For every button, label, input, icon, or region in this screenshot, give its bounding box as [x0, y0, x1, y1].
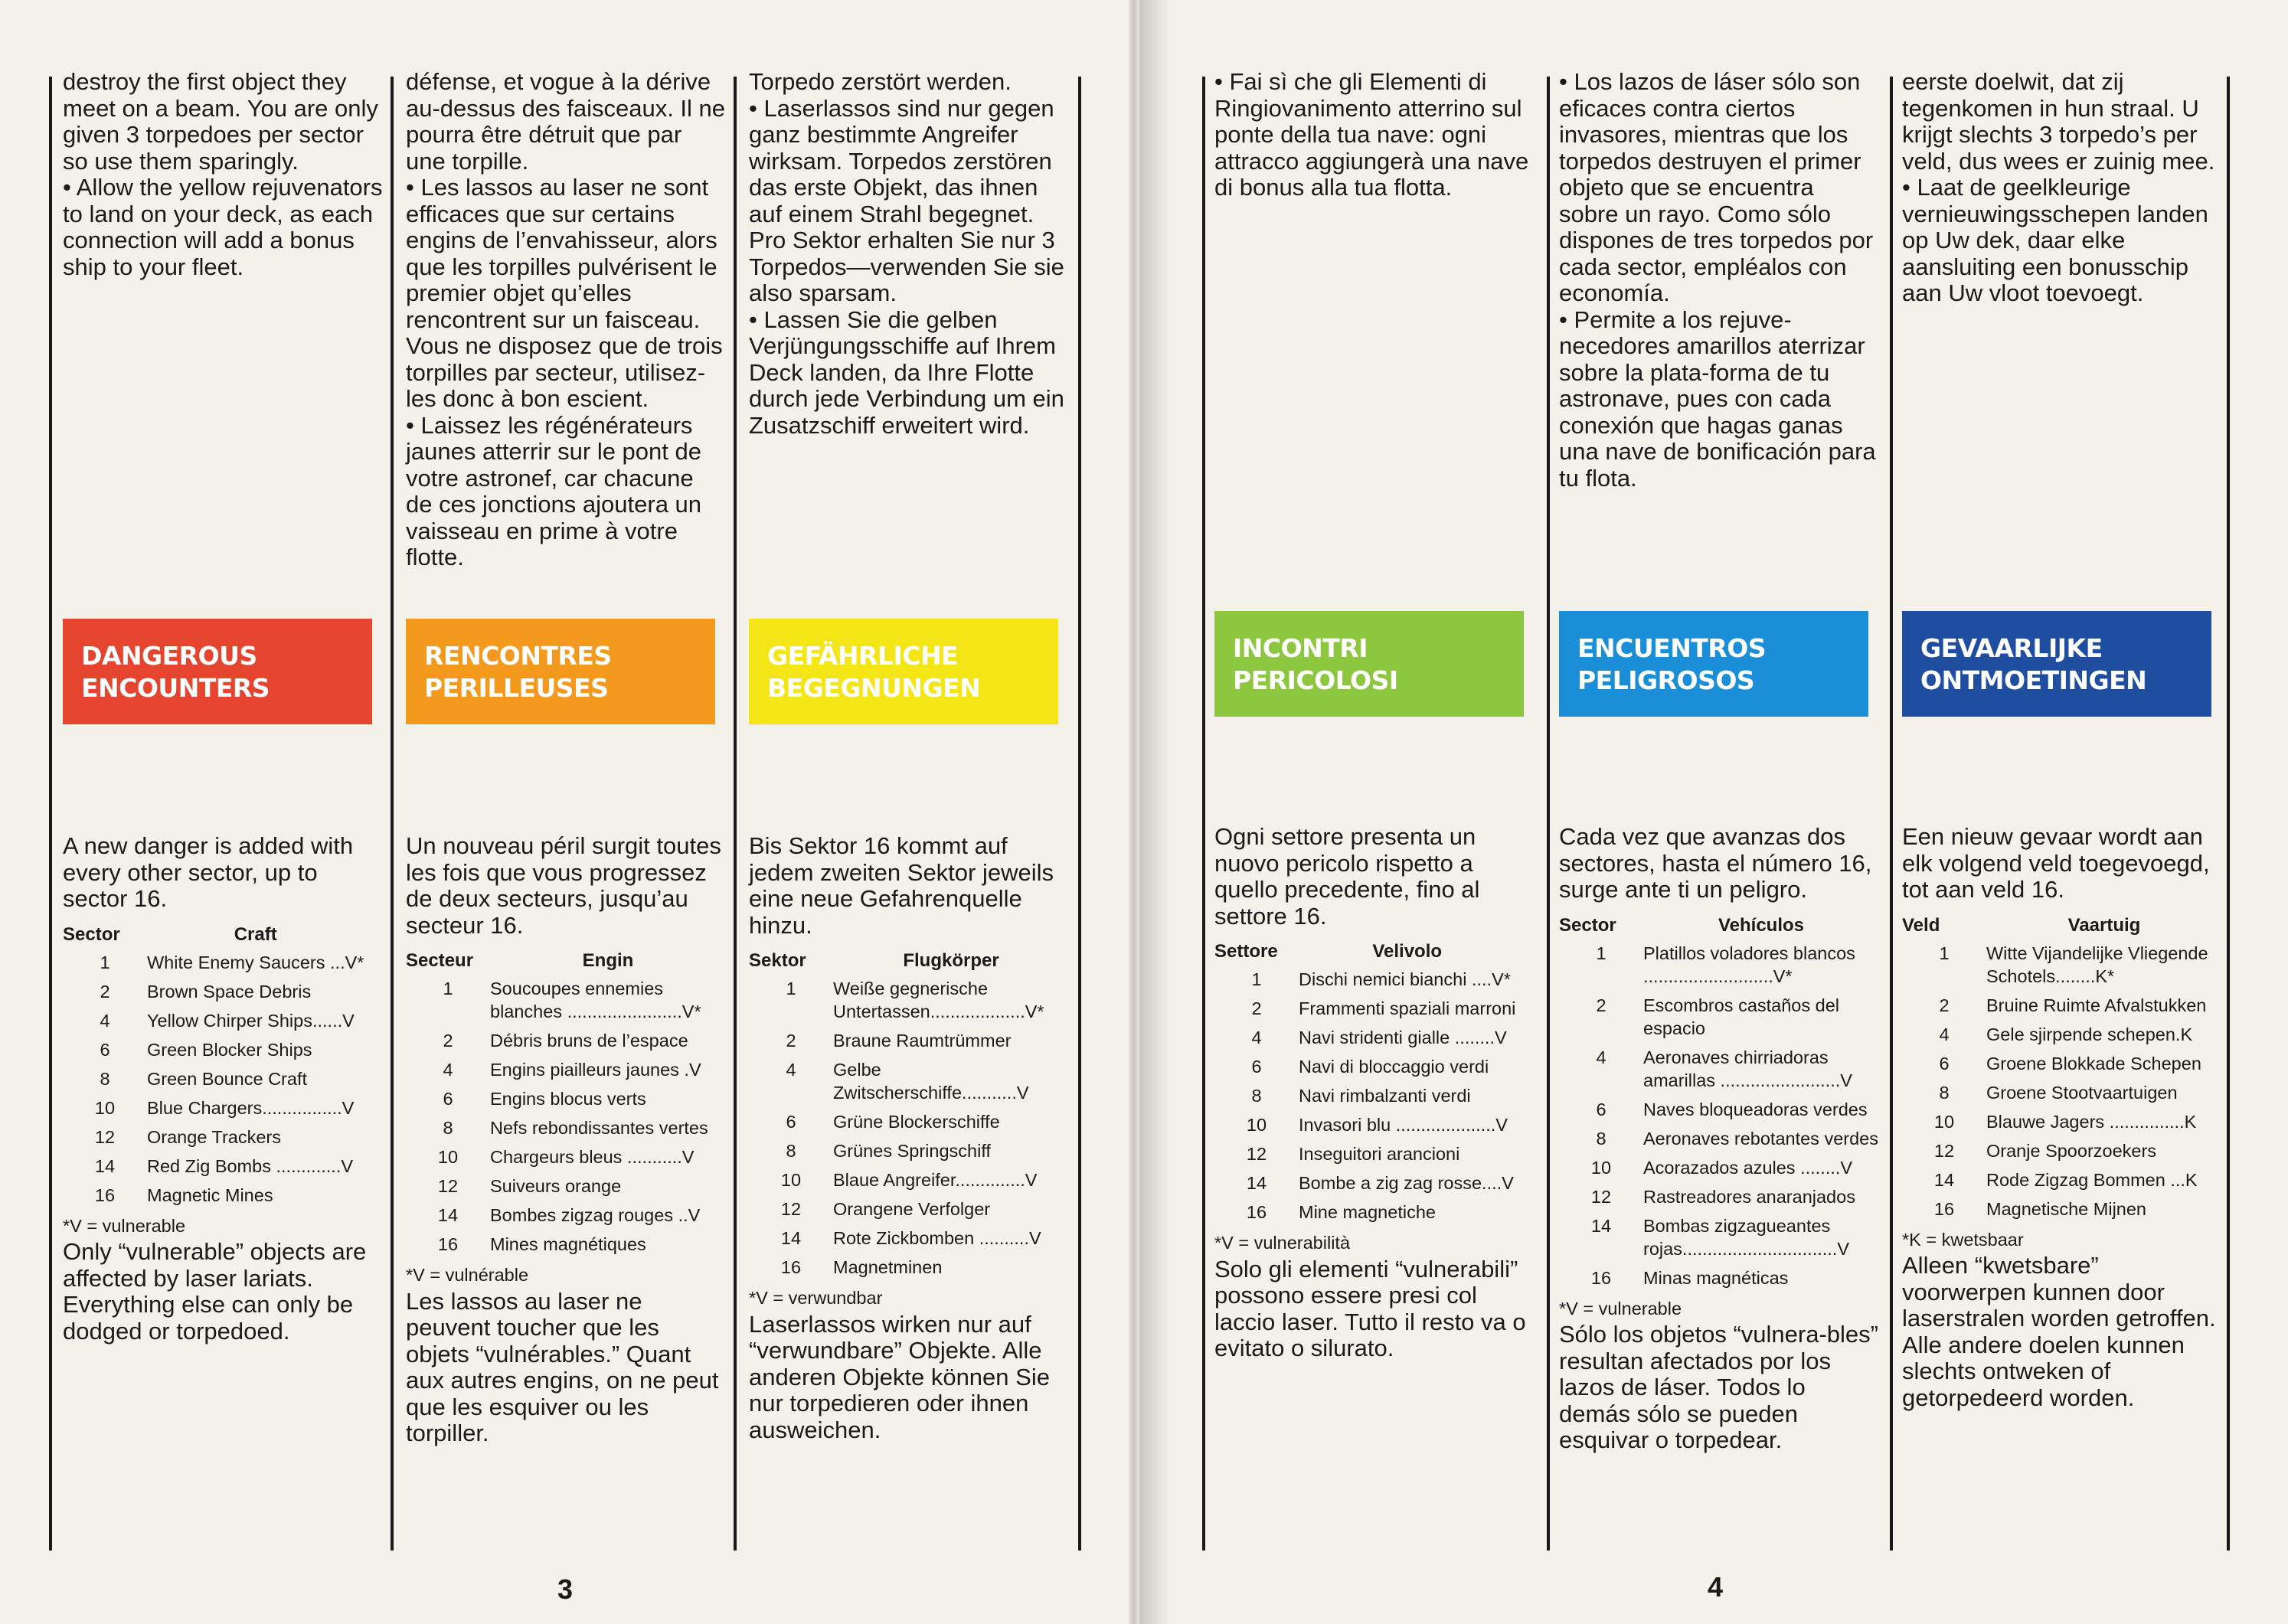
- table-row: [1214, 1201, 1515, 1230]
- craft-name: Grünes Springschiff: [833, 1141, 991, 1161]
- sector-number: 12: [780, 1199, 802, 1219]
- sector-number: 12: [1590, 1186, 1612, 1207]
- column-rule: [1890, 77, 1893, 1550]
- craft-name: Blaue Angreifer..............V: [833, 1170, 1038, 1190]
- sector-number: 1: [1939, 943, 1950, 963]
- table-row: [1559, 1127, 1879, 1156]
- craft-name: Acorazados azules ........V: [1643, 1157, 1852, 1178]
- table-row: [63, 1184, 364, 1213]
- column-header-sector: Veld: [1902, 914, 1940, 936]
- intro-paragraph: Torpedo zerstört werden.: [749, 68, 1012, 95]
- table-row: [749, 1029, 1069, 1058]
- craft-name: Rote Zickbomben ..........V: [833, 1228, 1041, 1248]
- table-row: [63, 1067, 364, 1096]
- craft-table: [749, 949, 1069, 1285]
- craft-name: Navi stridenti gialle ........V: [1299, 1028, 1507, 1047]
- section-body: [63, 833, 383, 1345]
- section-heading-bar: [1902, 611, 2211, 717]
- craft-name: Yellow Chirper Ships......V: [147, 1010, 355, 1031]
- section-footer-text: Solo gli elementi “vulnerabili” possono essere presi col laccio laser. Tutto il resto va o evitato o silurato.: [1214, 1255, 1526, 1361]
- column-header-craft: Vaartuig: [2067, 914, 2141, 936]
- sector-number: 4: [786, 1060, 796, 1080]
- table-row: [1559, 1098, 1879, 1127]
- sector-number: 16: [780, 1257, 802, 1277]
- intro-paragraph: destroy the first object they meet on a beam. You are only given 3 torpedoes per sector so use them sparingly.: [63, 68, 378, 175]
- sector-number: 6: [1251, 1057, 1262, 1077]
- table-row: [1214, 1055, 1515, 1084]
- table-row: [1559, 994, 1879, 1046]
- section-heading-line1: ENCUENTROS: [1577, 633, 1767, 663]
- intro-paragraph: • Allow the yellow rejuvenators to land on your deck, as each connection will add a bonus ship to your fleet.: [63, 174, 383, 280]
- column-rule: [1078, 77, 1081, 1550]
- craft-name: Green Blocker Ships: [147, 1039, 312, 1060]
- table-row: [749, 977, 1069, 1029]
- table-row: [1214, 968, 1515, 997]
- craft-name: Frammenti spaziali marroni: [1299, 998, 1516, 1018]
- section-heading-bar: [63, 619, 372, 724]
- sector-number: 12: [1246, 1144, 1267, 1164]
- craft-name: Bruine Ruimte Afvalstukken: [1986, 995, 2207, 1015]
- section-heading-bar: [406, 619, 715, 724]
- craft-table: [63, 923, 364, 1213]
- sector-number: 2: [1251, 998, 1262, 1018]
- sector-number: 6: [786, 1112, 796, 1132]
- sector-number: 14: [94, 1155, 116, 1176]
- sector-number: 2: [100, 981, 110, 1002]
- table-row: [749, 1168, 1069, 1198]
- craft-name: Naves bloqueadoras verdes: [1643, 1099, 1868, 1119]
- sector-number: 4: [1939, 1024, 1950, 1044]
- intro-paragraph: défense, et vogue à la dérive au-dessus des faisceaux. Il ne pourra être détruit que par une torpille.: [406, 68, 726, 175]
- craft-name: Oranje Spoorzoekers: [1986, 1140, 2157, 1161]
- sector-number: 2: [443, 1031, 453, 1051]
- table-row: [1559, 1266, 1879, 1296]
- column-header-sector: Sektor: [749, 950, 806, 971]
- section-lead: Bis Sektor 16 kommt auf jedem zweiten Sektor jeweils eine neue Gefahrenquelle hinzu.: [749, 832, 1054, 939]
- craft-name: Bombas zigzagueantes rojas...............................V: [1643, 1215, 1850, 1259]
- craft-name: Dischi nemici bianchi ....V*: [1299, 969, 1511, 989]
- table-row: [1902, 1110, 2222, 1139]
- section-heading-line2: PERILLEUSES: [424, 673, 609, 703]
- craft-name: Navi rimbalzanti verdi: [1299, 1086, 1471, 1106]
- craft-name: Blauwe Jagers ...............K: [1986, 1111, 2197, 1132]
- sector-number: 6: [100, 1039, 110, 1060]
- table-row: [63, 1096, 364, 1126]
- craft-name: Aeronaves rebotantes verdes: [1643, 1128, 1878, 1149]
- sector-number: 1: [786, 979, 796, 998]
- intro-paragraph: • Les lassos au laser ne sont efficaces que sur certains engins de l’envahisseur, alors que les torpilles pulvérisent le premier objet qu’elles rencontrent sur un faisceau. Vous ne disposez que de trois torpilles par secteur, utilisez-les donc à bon escient.: [406, 174, 723, 412]
- table-row: [1214, 1113, 1515, 1142]
- intro-text: [1902, 69, 2222, 307]
- sector-number: 1: [1251, 969, 1262, 989]
- craft-table: [1559, 914, 1879, 1296]
- sector-number: 14: [1590, 1215, 1612, 1236]
- intro-paragraph: eerste doelwit, dat zij tegenkomen in hun straal. U krijgt slechts 3 torpedo’s per veld, dus wees er zuinig mee.: [1902, 68, 2215, 175]
- table-row: [63, 1009, 364, 1038]
- craft-name: Invasori blu ....................V: [1299, 1115, 1508, 1135]
- intro-paragraph: • Laat de geelkleurige vernieuwingsschepen landen op Uw dek, daar elke aansluiting een bonusschip aan Uw vloot toevoegt.: [1902, 174, 2208, 306]
- section-heading-line1: DANGEROUS: [81, 641, 257, 671]
- sector-number: 2: [1596, 995, 1607, 1015]
- section-footer-text: Alleen “kwetsbare” voorwerpen kunnen door laserstralen worden getroffen. Alle andere doelen kunnen slechts ontweken of getorpedeerd worden.: [1902, 1252, 2216, 1411]
- section-body: [1559, 824, 1879, 1454]
- craft-name: Brown Space Debris: [147, 981, 312, 1002]
- table-row: [406, 1233, 726, 1262]
- table-row: [1214, 1084, 1515, 1113]
- section-footer-text: Les lassos au laser ne peuvent toucher que les objets “vulnérables.” Quant aux autres engins, on ne peut que les esquiver ou les torpiller.: [406, 1287, 719, 1446]
- craft-table: [406, 949, 726, 1262]
- column-header-craft: Engin: [582, 950, 634, 971]
- sector-number: 4: [100, 1010, 110, 1031]
- vulnerable-note: *V = vulnérable: [406, 1265, 529, 1285]
- section-lead: Ogni settore presenta un nuovo pericolo rispetto a quello precedente, fino al settore 16.: [1214, 823, 1480, 930]
- intro-text: [406, 69, 726, 571]
- intro-text: [63, 69, 383, 280]
- craft-name: Groene Stootvaartuigen: [1986, 1082, 2178, 1103]
- table-row: [749, 1227, 1069, 1256]
- craft-table: [1902, 914, 2222, 1227]
- book-gutter: [1129, 0, 1139, 1624]
- section-body: [406, 833, 726, 1447]
- sector-number: 8: [786, 1141, 796, 1161]
- craft-name: Blue Chargers................V: [147, 1097, 355, 1118]
- table-row: [1902, 1081, 2222, 1110]
- column-header-craft: Velivolo: [1372, 941, 1443, 962]
- craft-name: Débris bruns de l’espace: [490, 1031, 688, 1051]
- craft-name: Braune Raumtrümmer: [833, 1031, 1012, 1051]
- table-row: [63, 951, 364, 980]
- table-row: [406, 1116, 726, 1145]
- section-body: [749, 833, 1069, 1443]
- craft-name: Minas magnéticas: [1643, 1267, 1789, 1288]
- section-body: [1214, 824, 1535, 1362]
- table-row: [1902, 942, 2222, 994]
- craft-name: Platillos voladores blancos ..........................V*: [1643, 943, 1855, 986]
- column-rule: [734, 77, 737, 1550]
- table-row: [406, 1145, 726, 1175]
- column-rule: [49, 77, 52, 1550]
- page-number-left: 3: [557, 1573, 574, 1605]
- table-header-row: [406, 949, 726, 977]
- table-row: [1902, 994, 2222, 1023]
- section-heading-line1: GEVAARLIJKE: [1920, 633, 2103, 663]
- column-header-craft: Craft: [234, 923, 277, 945]
- sector-number: 16: [1590, 1267, 1612, 1288]
- craft-name: Bombe a zig zag rosse....V: [1299, 1173, 1514, 1193]
- table-row: [63, 980, 364, 1009]
- sector-number: 12: [1933, 1140, 1955, 1161]
- table-row: [406, 977, 726, 1029]
- sector-number: 1: [443, 979, 453, 998]
- sector-number: 1: [100, 952, 110, 972]
- table-header-row: [1214, 940, 1515, 968]
- vulnerable-note: *V = vulnerable: [1559, 1298, 1682, 1318]
- craft-name: Weiße gegnerische Untertassen...................V*: [833, 979, 1044, 1021]
- craft-name: Mine magnetiche: [1299, 1202, 1436, 1222]
- sector-number: 8: [1939, 1082, 1950, 1103]
- section-heading-bar: [1214, 611, 1524, 717]
- section-heading-line2: BEGEGNUNGEN: [767, 673, 981, 703]
- craft-name: Magnetische Mijnen: [1986, 1198, 2146, 1219]
- table-row: [1214, 1171, 1515, 1201]
- section-body: [1902, 824, 2222, 1411]
- craft-name: Red Zig Bombs .............V: [147, 1155, 354, 1176]
- section-heading-line2: ONTMOETINGEN: [1920, 665, 2147, 695]
- column-header-sector: Settore: [1214, 941, 1278, 962]
- intro-paragraph: • Los lazos de láser sólo son eficaces contra ciertos invasores, mientras que los torpedos destruyen el primer objeto que se encuentra sobre un rayo. Como sólo dispones de tres torpedos por cada sector, empléalos con economía.: [1559, 68, 1874, 306]
- table-row: [1559, 1214, 1879, 1266]
- sector-number: 10: [437, 1147, 459, 1167]
- sector-number: 14: [1933, 1169, 1955, 1190]
- sector-number: 2: [1939, 995, 1950, 1015]
- table-row: [1559, 942, 1879, 994]
- intro-text: [749, 69, 1069, 439]
- table-row: [406, 1175, 726, 1204]
- sector-number: 10: [94, 1097, 116, 1118]
- vulnerable-note: *V = vulnerable: [63, 1215, 186, 1236]
- intro-text: [1559, 69, 1879, 492]
- craft-name: Navi di bloccaggio verdi: [1299, 1057, 1489, 1077]
- sector-number: 14: [1246, 1173, 1267, 1193]
- table-row: [1902, 1168, 2222, 1198]
- section-heading-bar: [749, 619, 1058, 724]
- table-row: [749, 1198, 1069, 1227]
- craft-table: [1214, 940, 1515, 1230]
- column-header-craft: Flugkörper: [903, 950, 999, 971]
- section-heading-line1: INCONTRI: [1233, 633, 1368, 663]
- craft-name: Gelbe Zwitscherschiffe...........V: [833, 1060, 1029, 1103]
- sector-number: 16: [94, 1185, 116, 1205]
- table-row: [749, 1110, 1069, 1139]
- sector-number: 10: [780, 1170, 802, 1190]
- section-lead: A new danger is added with every other sector, up to sector 16.: [63, 832, 354, 912]
- craft-name: Bombes zigzag rouges ..V: [490, 1205, 701, 1225]
- intro-text: [1214, 69, 1535, 201]
- craft-name: Chargeurs bleus ...........V: [490, 1147, 695, 1167]
- sector-number: 10: [1246, 1115, 1267, 1135]
- craft-name: Suiveurs orange: [490, 1176, 622, 1196]
- sector-number: 8: [443, 1118, 453, 1138]
- craft-name: Rode Zigzag Bommen ...K: [1986, 1169, 2198, 1190]
- page-number-right: 4: [1708, 1571, 1724, 1603]
- sector-number: 10: [1590, 1157, 1612, 1178]
- table-header-row: [749, 949, 1069, 977]
- craft-name: Magnetminen: [833, 1257, 943, 1277]
- table-row: [749, 1256, 1069, 1285]
- table-row: [1559, 1156, 1879, 1185]
- column-header-sector: Sector: [1559, 914, 1616, 936]
- sector-number: 14: [437, 1205, 459, 1225]
- sector-number: 16: [1246, 1202, 1267, 1222]
- table-row: [406, 1058, 726, 1087]
- craft-name: Engins piailleurs jaunes .V: [490, 1060, 701, 1080]
- column-header-sector: Sector: [63, 923, 120, 945]
- table-row: [1559, 1046, 1879, 1098]
- craft-name: Gele sjirpende schepen.K: [1986, 1024, 2193, 1044]
- craft-name: Rastreadores anaranjados: [1643, 1186, 1855, 1207]
- vulnerable-note: *V = vulnerabilità: [1214, 1233, 1351, 1253]
- section-heading-line2: ENCOUNTERS: [81, 673, 270, 703]
- craft-name: Groene Blokkade Schepen: [1986, 1053, 2201, 1073]
- table-row: [1902, 1139, 2222, 1168]
- section-footer-text: Only “vulnerable” objects are affected by laser lariats. Everything else can only be dodged or torpedoed.: [63, 1238, 367, 1345]
- sector-number: 2: [786, 1031, 796, 1051]
- sector-number: 8: [100, 1068, 110, 1089]
- table-row: [1902, 1023, 2222, 1052]
- gutter-shadow: [1139, 0, 1170, 1624]
- table-row: [749, 1139, 1069, 1168]
- sector-number: 14: [780, 1228, 802, 1248]
- intro-paragraph: • Lassen Sie die gelben Verjüngungsschiffe auf Ihrem Deck landen, da Ihre Flotte durch jede Verbindung um ein Zusatzschiff erweitert wird.: [749, 306, 1064, 439]
- craft-name: Nefs rebondissantes vertes: [490, 1118, 708, 1138]
- sector-number: 8: [1596, 1128, 1607, 1149]
- sector-number: 1: [1596, 943, 1607, 963]
- sector-number: 12: [437, 1176, 459, 1196]
- table-row: [1902, 1052, 2222, 1081]
- section-lead: Cada vez que avanzas dos sectores, hasta el número 16, surge ante ti un peligro.: [1559, 823, 1872, 903]
- table-row: [63, 1038, 364, 1067]
- section-heading-line1: RENCONTRES: [424, 641, 612, 671]
- table-row: [1559, 1185, 1879, 1214]
- craft-name: Witte Vijandelijke Vliegende Schotels........K*: [1986, 943, 2208, 986]
- section-lead: Een nieuw gevaar wordt aan elk volgend veld toegevoegd, tot aan veld 16.: [1902, 823, 2210, 903]
- column-rule: [391, 77, 394, 1550]
- craft-name: Inseguitori arancioni: [1299, 1144, 1460, 1164]
- sector-number: 6: [443, 1089, 453, 1109]
- craft-name: Orange Trackers: [147, 1126, 282, 1147]
- intro-paragraph: • Permite a los rejuve-necedores amarillos aterrizar sobre la plata-forma de tu astronave, pues con cada conexión que hagas ganas una nave de bonificación para tu flota.: [1559, 306, 1876, 492]
- craft-name: Mines magnétiques: [490, 1234, 646, 1254]
- table-row: [1214, 1026, 1515, 1055]
- section-heading-bar: [1559, 611, 1868, 717]
- section-heading-line2: PELIGROSOS: [1577, 665, 1755, 695]
- craft-name: Orangene Verfolger: [833, 1199, 991, 1219]
- table-row: [63, 1155, 364, 1184]
- section-footer-text: Laserlassos wirken nur auf “verwundbare” Objekte. Alle anderen Objekte können Sie nur torpedieren oder ihnen ausweichen.: [749, 1310, 1050, 1443]
- table-row: [406, 1204, 726, 1233]
- table-row: [406, 1029, 726, 1058]
- sector-number: 16: [437, 1234, 459, 1254]
- table-header-row: [1902, 914, 2222, 942]
- craft-name: Aeronaves chirriadoras amarillas ........................V: [1643, 1047, 1852, 1090]
- craft-name: Grüne Blockerschiffe: [833, 1112, 1000, 1132]
- intro-paragraph: • Fai sì che gli Elementi di Ringiovanimento atterrino sul ponte della tua nave: ogni attracco aggiungerà una nave di bonus alla tua flotta.: [1214, 68, 1529, 201]
- column-rule: [1202, 77, 1205, 1550]
- sector-number: 16: [1933, 1198, 1955, 1219]
- section-footer-text: Sólo los objetos “vulnera-bles” resultan afectados por los lazos de láser. Todos lo demás sólo se pueden esquivar o torpedear.: [1559, 1321, 1878, 1453]
- section-lead: Un nouveau péril surgit toutes les fois que vous progressez de deux secteurs, jusqu’au secteur 16.: [406, 832, 721, 939]
- craft-name: Green Bounce Craft: [147, 1068, 307, 1089]
- sector-number: 4: [1596, 1047, 1607, 1067]
- table-row: [1902, 1198, 2222, 1227]
- table-row: [406, 1087, 726, 1116]
- section-heading-line2: PERICOLOSI: [1233, 665, 1398, 695]
- table-row: [1214, 1142, 1515, 1171]
- column-header-craft: Vehículos: [1718, 914, 1805, 936]
- sector-number: 4: [1251, 1028, 1262, 1047]
- craft-name: Engins blocus verts: [490, 1089, 646, 1109]
- table-header-row: [1559, 914, 1879, 942]
- column-header-sector: Secteur: [406, 950, 474, 971]
- craft-name: Soucoupes ennemies blanches .......................V*: [490, 979, 701, 1021]
- sector-number: 12: [94, 1126, 116, 1147]
- column-rule: [1547, 77, 1550, 1550]
- sector-number: 8: [1251, 1086, 1262, 1106]
- intro-paragraph: • Laissez les régénérateurs jaunes atterrir sur le pont de votre astronef, car chacune de ces jonctions ajoutera un vaisseau en prime à votre flotte.: [406, 411, 702, 570]
- sector-number: 6: [1939, 1053, 1950, 1073]
- table-row: [749, 1058, 1069, 1110]
- column-rule: [2227, 77, 2230, 1550]
- vulnerable-note: *K = kwetsbaar: [1902, 1229, 2024, 1250]
- vulnerable-note: *V = verwundbar: [749, 1288, 883, 1308]
- craft-name: Escombros castaños del espacio: [1643, 995, 1840, 1038]
- craft-name: Magnetic Mines: [147, 1185, 273, 1205]
- table-row: [1214, 997, 1515, 1026]
- sector-number: 10: [1933, 1111, 1955, 1132]
- section-heading-line1: GEFÄHRLICHE: [767, 641, 959, 671]
- intro-paragraph: • Laserlassos sind nur gegen ganz bestimmte Angreifer wirksam. Torpedos zerstören das erste Objekt, das ihnen auf einem Strahl begegnet. Pro Sektor erhalten Sie nur 3 Torpedos—verwenden Sie sie also sparsam.: [749, 94, 1064, 306]
- craft-name: White Enemy Saucers ...V*: [147, 952, 364, 972]
- sector-number: 6: [1596, 1099, 1607, 1119]
- table-row: [63, 1126, 364, 1155]
- table-header-row: [63, 923, 364, 951]
- sector-number: 4: [443, 1060, 453, 1080]
